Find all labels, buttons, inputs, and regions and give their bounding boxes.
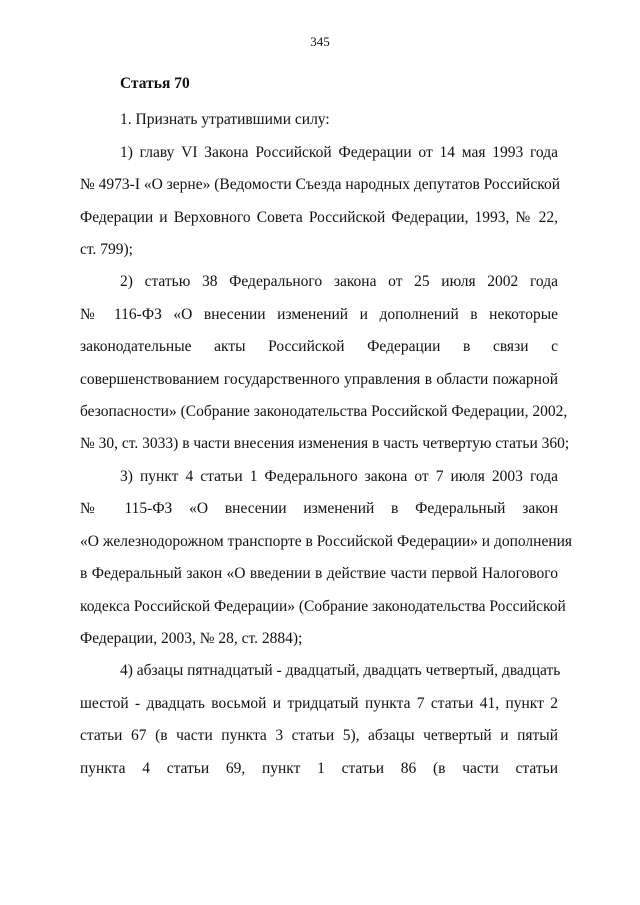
text-line: совершенствованием государственного управления в области пожарной <box>80 370 558 388</box>
paragraph-item-2 <box>80 137 561 267</box>
text-line: 2) статью 38 Федерального закона от 25 июля 2002 года <box>120 273 558 291</box>
page-number: 345 <box>310 34 330 49</box>
text-line: пункта 4 статьи 69, пункт 1 статьи 86 (в части статьи <box>80 759 558 777</box>
paragraph-item-5 <box>80 655 561 785</box>
text-line: 4) абзацы пятнадцатый - двадцатый, двадцать четвертый, двадцать <box>120 662 561 680</box>
text-line: шестой - двадцать восьмой и тридцатый пункта 7 статьи 41, пункт 2 <box>80 694 558 712</box>
text-line: 1) главу VI Закона Российской Федерации от 14 мая 1993 года <box>120 143 558 161</box>
document-body <box>80 68 573 785</box>
text-line: статьи 67 (в части пункта 3 статьи 5), абзацы четвертый и пятый <box>80 727 558 745</box>
paragraph-item-1 <box>80 104 558 136</box>
text-line: 1. Признать утратившими силу: <box>120 111 330 129</box>
text-line: № 4973-I «О зерне» (Ведомости Съезда народных депутатов Российской <box>80 176 561 194</box>
text-line: в Федеральный закон «О введении в действие части первой Налогового <box>80 565 558 583</box>
text-line: ст. 799); <box>80 241 133 259</box>
paragraph-item-4 <box>80 461 573 655</box>
text-line: законодательные акты Российской Федерации в связи с <box>80 338 558 356</box>
text-line: № 115-ФЗ «О внесении изменений в Федеральный закон <box>80 500 558 518</box>
text-line: Федерации, 2003, № 28, ст. 2884); <box>80 629 303 647</box>
text-line: безопасности» (Собрание законодательства Российской Федерации, 2002, <box>80 403 568 421</box>
text-line: «О железнодорожном транспорте в Российской Федерации» и дополнения <box>80 532 573 550</box>
text-line: Федерации и Верховного Совета Российской Федерации, 1993, № 22, <box>80 208 558 226</box>
text-line: кодекса Российской Федерации» (Собрание законодательства Российской <box>80 597 566 615</box>
text-line: 3) пункт 4 статьи 1 Федерального закона от 7 июля 2003 года <box>120 467 558 485</box>
article-title: Статья 70 <box>120 75 190 92</box>
text-line: № 116-ФЗ «О внесении изменений и дополнений в некоторые <box>80 305 558 323</box>
paragraph-item-3 <box>80 266 570 460</box>
text-line: № 30, ст. 3033) в части внесения изменения в часть четвертую статьи 360; <box>80 435 570 453</box>
